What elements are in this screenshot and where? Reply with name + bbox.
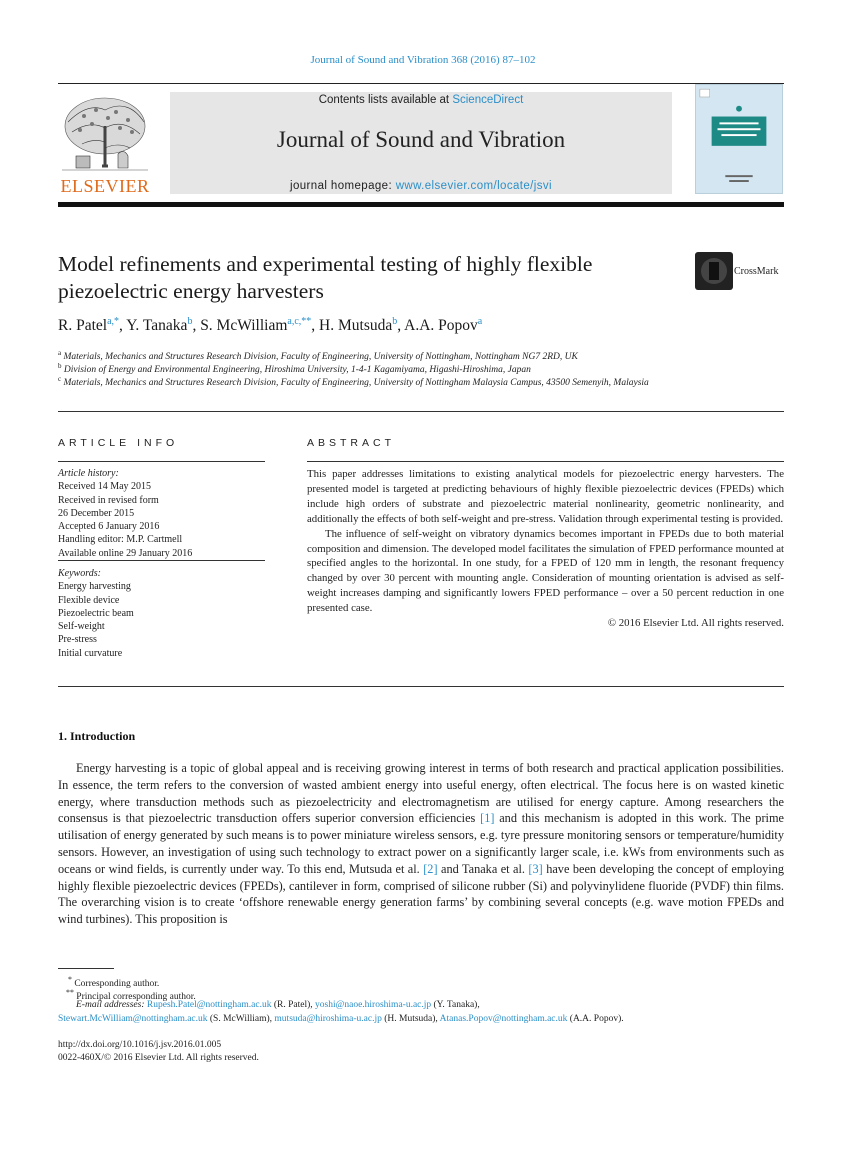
crossmark-label[interactable]: CrossMark [734,266,779,277]
author-name[interactable]: R. Patel [58,317,108,335]
abstract-paragraph: This paper addresses limitations to existing analytical models for piezoelectric energy harvesters. The presented model is targeted at predicting behaviours of highly flexible piezoelectric devices (FPEDs) which include high orders of substrate and piezoelectric material nonlinearity, geometric nonlinearity, and additionally the effects of both self-weight and pre-stress. Validation through experimental testing is provided. [307,468,784,525]
affiliation-mark: a [58,349,62,357]
abstract-copyright: © 2016 Elsevier Ltd. All rights reserved. [607,617,784,630]
author-separator: , [311,317,320,335]
author-affiliation-marker[interactable]: b [187,316,193,327]
email-link[interactable]: Atanas.Popov@nottingham.ac.uk [439,1014,568,1024]
doi-link[interactable]: http://dx.doi.org/10.1016/j.jsv.2016.01.005 [58,1040,222,1050]
journal-cover-thumbnail[interactable] [695,84,783,194]
keyword-item: Piezoelectric beam [58,607,134,619]
email-owner: (S. McWilliam), [207,1014,275,1024]
journal-citation[interactable]: Journal of Sound and Vibration 368 (2016) 87–102 [310,54,536,66]
abstract-rule [307,461,784,462]
keywords-rule [58,560,265,561]
article-title: Model refinements and experimental testing of highly flexible piezoelectric energy harvesters [58,252,593,303]
publisher-logo-text: ELSEVIER [60,176,150,196]
email-label: E-mail addresses: [76,1000,147,1010]
email-owner: (Y. Tanaka), [431,1000,480,1010]
history-item: Available online 29 January 2016 [58,547,193,559]
contents-line [170,94,672,106]
section-divider [58,411,784,412]
footnote-text: Corresponding author. [71,979,160,990]
author-affiliation-marker[interactable]: a [477,316,483,327]
affiliation-mark: b [58,362,62,370]
history-item: 26 December 2015 [58,507,135,519]
reference-link[interactable]: [2] [423,861,438,876]
contents-prefix: Contents lists available at [318,94,453,106]
article-info-rule [58,461,265,462]
affiliation-text: Division of Energy and Environmental Engineering, Hiroshima University, 1-4-1 Kagamiyama, Higashi-Hiroshima, Japan [63,365,531,376]
keyword-item: Flexible device [58,594,120,606]
keywords-label: Keywords: [58,568,101,579]
email-link[interactable]: Rupesh.Patel@nottingham.ac.uk [146,1000,272,1010]
body-text: and this mechanism is adopted in this work. The prime utilisation of energy generated by such means is to power miniature wireless sensors, e.g. tyre pressure monitoring sensors or temperature/humidity sensors. However, an investigation of using such technology to extract power on a significantly larger scale, i.e. kWs from environments such as oceans or wind fields, is currently under way. To this end, Mutsuda et al. [58,811,784,876]
email-link[interactable]: Stewart.McWilliam@nottingham.ac.uk [58,1014,208,1024]
footnote-mark: ** [66,988,74,997]
affiliation-mark: c [58,375,62,383]
reference-link[interactable]: [1] [480,811,495,826]
email-link[interactable]: mutsuda@hiroshima-u.ac.jp [274,1014,382,1024]
footnote-emails-line1 [58,999,802,1012]
affiliation-text: Materials, Mechanics and Structures Research Division, Faculty of Engineering, University of Nottingham, Nottingham NG7 2RD, UK [63,352,578,363]
author-affiliation-marker[interactable]: a,* [107,316,120,327]
homepage-prefix: journal homepage: [290,180,396,192]
keywords-block [58,567,268,660]
history-item: Received in revised form [58,494,159,506]
author-affiliation-marker[interactable]: a,c,** [287,316,312,327]
footnote-rule [58,968,114,969]
sciencedirect-link[interactable]: ScienceDirect [452,94,524,106]
keyword-item: Pre-stress [58,634,97,646]
section-heading-introduction: 1. Introduction [58,729,136,743]
author-list [58,316,482,335]
author-name[interactable]: A.A. Popov [404,317,478,335]
header-bottom-rule [58,202,784,207]
footnote-text: Principal corresponding author. [73,992,196,1003]
email-link[interactable]: yoshi@naoe.hiroshima-u.ac.jp [315,1000,432,1010]
email-owner: (A.A. Popov). [567,1014,624,1024]
abstract-body [307,467,784,631]
homepage-line [170,180,672,192]
homepage-link[interactable]: www.elsevier.com/locate/jsvi [395,180,552,192]
abstract-paragraph: The influence of self-weight on vibratory dynamics becomes important in FPEDs due to both material composition and dimension. The developed model facilitates the simulation of FPED performance mounted at specified angles to the horizontal. In one study, for a FPED of 120 mm in length, the resonant frequency changed by over 30 percent with mounting angle. Consideration of mounting orientation is advised as self-weight increases damping and significantly lowers FPED performance – over a 50 percent reduction in one presented case. [307,527,784,615]
body-text: Energy harvesting is a topic of global appeal and is receiving growing interest in terms of both research and practical application possibilities. In essence, the term refers to the conversion of wasted ambient energy into useful energy, often electrical. The focus here is on wasted kinetic energy, where transduction methods such as piezoelectricity and electromagnetism are utilised for energy capture. Among researchers the consensus is that piezoelectric transduction offers superior conversion efficiencies [58,761,784,826]
author-name[interactable]: S. McWilliam [200,317,288,335]
author-name[interactable]: H. Mutsuda [319,317,393,335]
section-divider [58,686,784,687]
email-owner: (H. Mutsuda), [381,1014,440,1024]
footnote-emails-line2 [58,1013,784,1026]
author-affiliation-marker[interactable]: b [392,316,398,327]
author-separator: , [192,317,201,335]
header-top-rule [58,83,784,84]
body-text: and Tanaka et al. [437,861,529,876]
abstract-heading: ABSTRACT [307,437,396,449]
author-separator: , [119,317,127,335]
introduction-paragraph [58,760,784,928]
author-name[interactable]: Y. Tanaka [126,317,188,335]
email-owner: (R. Patel), [271,1000,316,1010]
affiliation-text: Materials, Mechanics and Structures Research Division, Faculty of Engineering, University of Nottingham Malaysia Campus, 43500 Semenyih, Malaysia [63,378,649,389]
article-info-heading: ARTICLE INFO [58,437,179,449]
author-separator: , [397,317,405,335]
reference-link[interactable]: [3] [528,861,543,876]
keyword-item: Energy harvesting [58,581,131,593]
keyword-item: Self-weight [58,621,105,633]
issn-copyright: 0022-460X/© 2016 Elsevier Ltd. All rights reserved. [58,1053,259,1063]
history-label: Article history: [58,468,119,479]
affiliation [58,373,673,390]
history-item: Handling editor: M.P. Cartmell [58,534,183,546]
history-item: Accepted 6 January 2016 [58,521,160,533]
footnote-mark: * [68,975,72,984]
history-item: Received 14 May 2015 [58,481,152,493]
body-text: have been developing the concept of employing highly flexible piezoelectric devices (FPEDs), cantilever in form, comprised of silicone rubber (Si) and polyvinylidene fluoride (PVDF) thin films. The overarching vision is to create ‘offshore renewable energy generation farms’ by combining several concepts (e.g. wave motion FPEDs and wind turbines). This proposition is [58,861,784,927]
keyword-item: Initial curvature [58,647,123,659]
article-history [58,467,268,560]
journal-name: Journal of Sound and Vibration [276,127,566,152]
